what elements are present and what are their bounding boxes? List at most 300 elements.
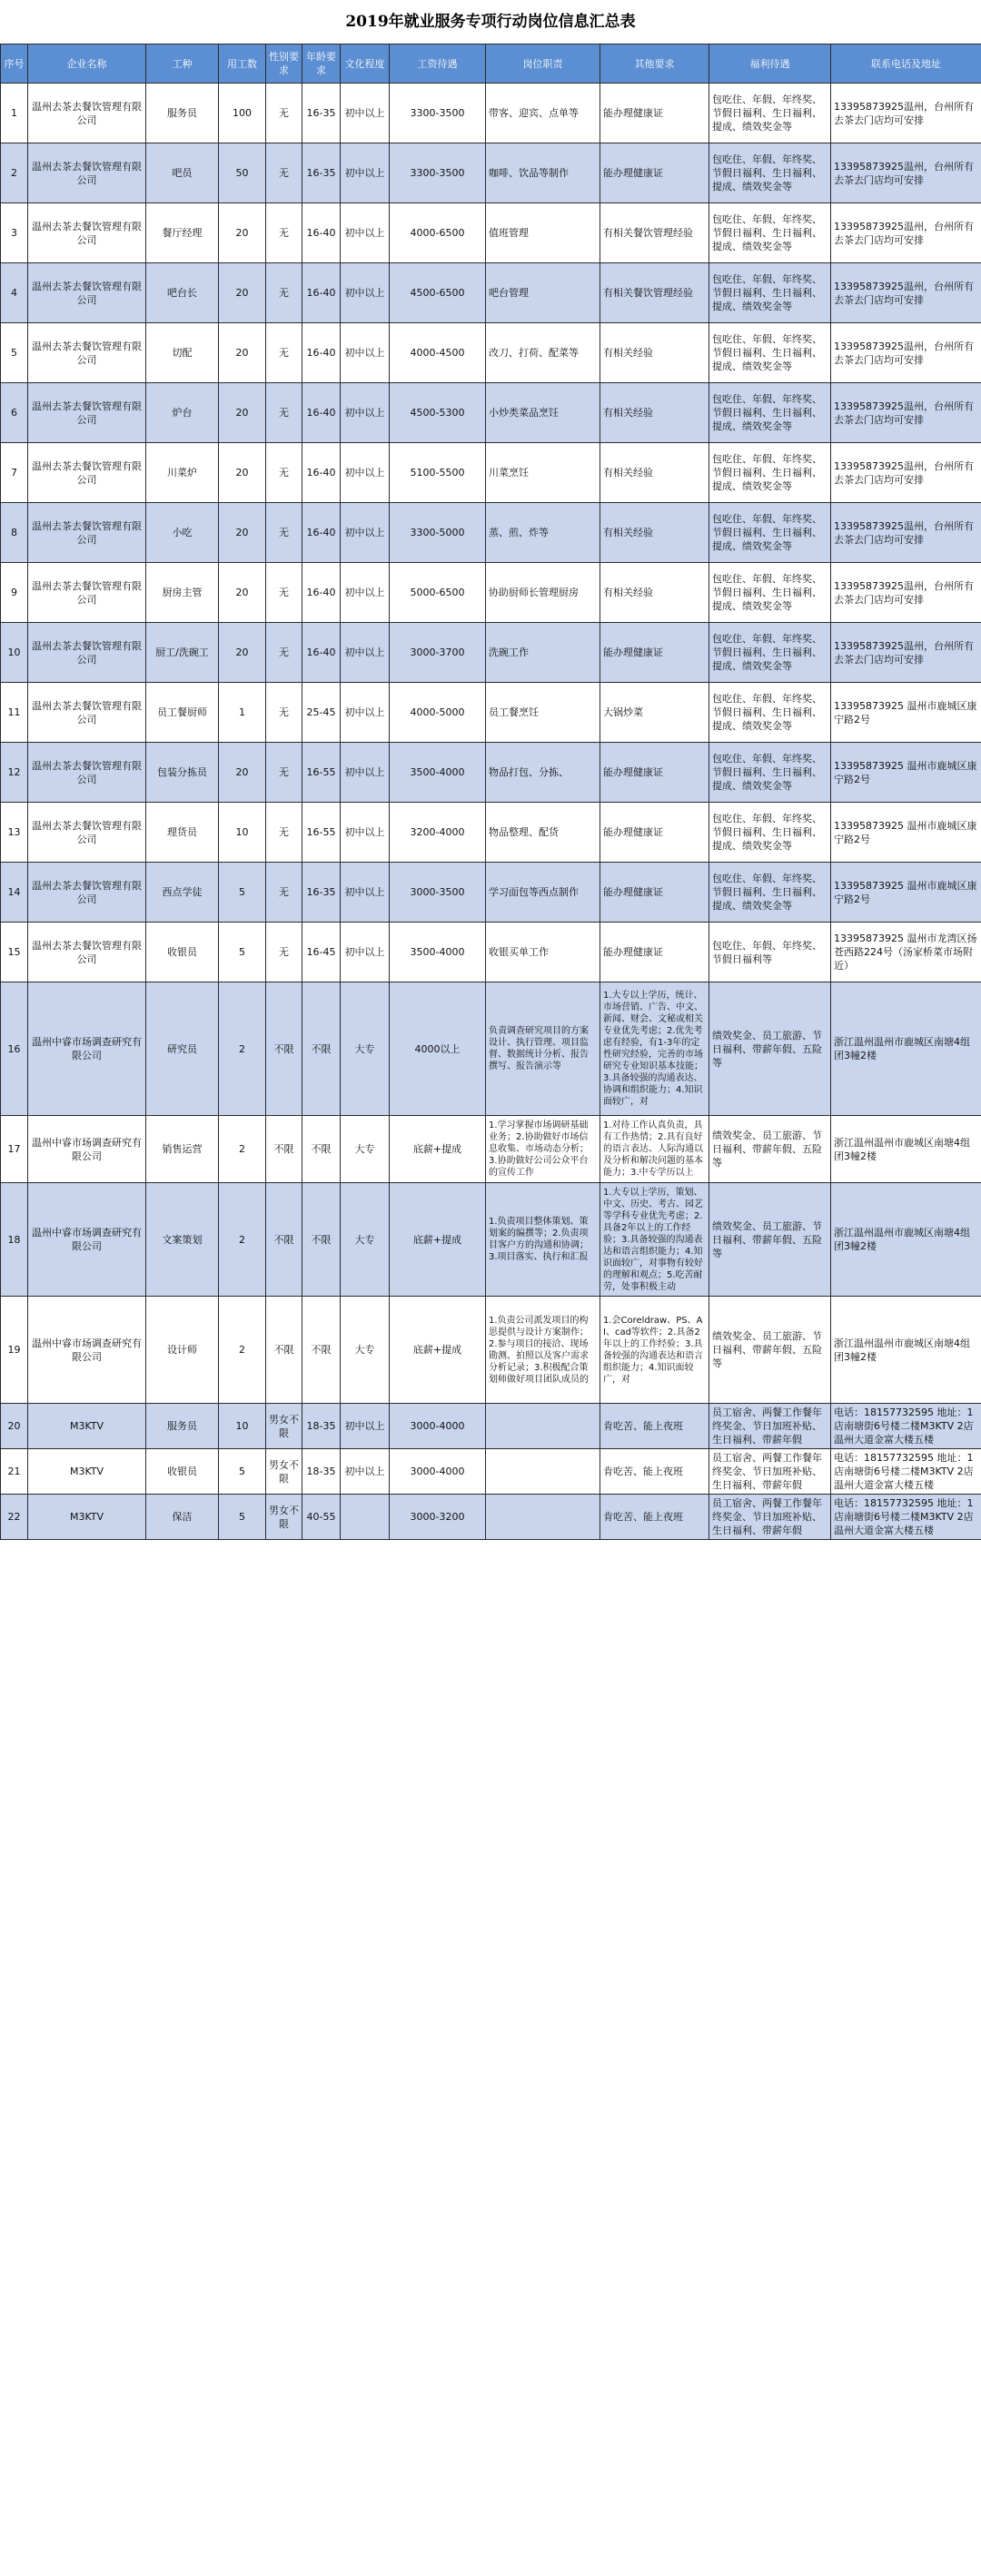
cell-welfare: 包吃住、年假、年终奖、节假日福利、生日福利、提成、绩效奖金等 — [709, 84, 831, 143]
table-row — [1, 203, 981, 263]
cell-other: 1.会Coreldraw、PS、AI、cad等软件；2.具备2年以上的工作经验；3.具备较强的沟通表达和语言组织能力；4.知识面较广，对 — [600, 1297, 709, 1404]
cell-salary: 4500-6500 — [390, 263, 486, 323]
cell-duty: 1.学习掌握市场调研基础业务；2.协助做好市场信息收集、市场动态分析；3.协助做好公司公众平台的宣传工作 — [486, 1116, 600, 1183]
cell-count: 20 — [219, 503, 266, 563]
cell-welfare: 绩效奖金、员工旅游、节日福利、带薪年假、五险等 — [709, 1116, 831, 1183]
column-header-other: 其他要求 — [600, 44, 709, 84]
cell-company: M3KTV — [28, 1404, 146, 1449]
cell-contact: 电话：18157732595 地址：1店南塘街6号楼二楼M3KTV 2店温州大道金富大楼五楼 — [831, 1404, 981, 1449]
cell-company: 温州去茶去餐饮管理有限公司 — [28, 623, 146, 683]
table-row — [1, 383, 981, 443]
cell-company: M3KTV — [28, 1449, 146, 1495]
cell-salary: 4000-5000 — [390, 683, 486, 743]
page-title: 2019年就业服务专项行动岗位信息汇总表 — [345, 13, 636, 31]
cell-contact: 浙江温州温州市鹿城区南塘4组团3幢2楼 — [831, 1297, 981, 1404]
cell-welfare: 包吃住、年假、年终奖、节假日福利、生日福利、提成、绩效奖金等 — [709, 863, 831, 923]
cell-job: 保洁 — [146, 1495, 219, 1540]
cell-salary: 3300-3500 — [390, 84, 486, 143]
cell-other: 能办理健康证 — [600, 84, 709, 143]
cell-contact: 电话：18157732595 地址：1店南塘街6号楼二楼M3KTV 2店温州大道金富大楼五楼 — [831, 1449, 981, 1495]
cell-gender: 男女不限 — [266, 1495, 302, 1540]
table-row — [1, 503, 981, 563]
cell-welfare: 员工宿舍、两餐工作餐年终奖金、节日加班补贴、生日福利、带薪年假 — [709, 1495, 831, 1540]
cell-age: 16-35 — [302, 143, 341, 203]
cell-welfare: 包吃住、年假、年终奖、节假日福利等 — [709, 923, 831, 982]
cell-welfare: 员工宿舍、两餐工作餐年终奖金、节日加班补贴、生日福利、带薪年假 — [709, 1404, 831, 1449]
cell-salary: 5100-5500 — [390, 443, 486, 503]
cell-edu: 初中以上 — [341, 1449, 390, 1495]
cell-count: 20 — [219, 323, 266, 383]
cell-gender: 无 — [266, 143, 302, 203]
cell-no: 1 — [1, 84, 28, 143]
cell-edu: 初中以上 — [341, 623, 390, 683]
table-row — [1, 863, 981, 923]
cell-other: 能办理健康证 — [600, 863, 709, 923]
cell-gender: 男女不限 — [266, 1404, 302, 1449]
column-header-salary: 工资待遇 — [390, 44, 486, 84]
table-header — [1, 44, 981, 84]
cell-count: 50 — [219, 143, 266, 203]
header-row — [1, 44, 981, 84]
cell-duty: 川菜烹饪 — [486, 443, 600, 503]
cell-age: 16-40 — [302, 563, 341, 623]
cell-job: 收银员 — [146, 923, 219, 982]
cell-contact: 13395873925温州，台州所有去茶去门店均可安排 — [831, 263, 981, 323]
cell-other: 1.大专以上学历，统计、市场营销、广告、中文、新闻、财会、文秘或相关专业优先考虑；2.优先考虑有经验，有1-3年的定性研究经验，完善的市场研究专业知识基本技能；3.具备较强的沟通表达、协调和组织能力；4.知识面较广，对 — [600, 982, 709, 1116]
cell-edu: 初中以上 — [341, 683, 390, 743]
table-row — [1, 1183, 981, 1297]
cell-salary: 4000以上 — [390, 982, 486, 1116]
column-header-contact: 联系电话及地址 — [831, 44, 981, 84]
cell-duty: 小炒类菜品烹饪 — [486, 383, 600, 443]
cell-edu: 大专 — [341, 1116, 390, 1183]
cell-contact: 13395873925温州，台州所有去茶去门店均可安排 — [831, 203, 981, 263]
cell-edu: 初中以上 — [341, 443, 390, 503]
cell-contact: 浙江温州温州市鹿城区南塘4组团3幢2楼 — [831, 1116, 981, 1183]
cell-edu: 初中以上 — [341, 923, 390, 982]
cell-other: 有相关经验 — [600, 563, 709, 623]
cell-welfare: 包吃住、年假、年终奖、节假日福利、生日福利、提成、绩效奖金等 — [709, 203, 831, 263]
column-header-no: 序号 — [1, 44, 28, 84]
cell-count: 2 — [219, 1297, 266, 1404]
cell-count: 2 — [219, 1183, 266, 1297]
table-row — [1, 1116, 981, 1183]
cell-salary: 3300-3500 — [390, 143, 486, 203]
cell-welfare: 包吃住、年假、年终奖、节假日福利、生日福利、提成、绩效奖金等 — [709, 683, 831, 743]
table-row — [1, 743, 981, 803]
cell-edu: 初中以上 — [341, 383, 390, 443]
table-row — [1, 1404, 981, 1449]
cell-job: 小吃 — [146, 503, 219, 563]
cell-count: 5 — [219, 863, 266, 923]
cell-count: 20 — [219, 443, 266, 503]
table-row — [1, 143, 981, 203]
cell-count: 5 — [219, 923, 266, 982]
cell-age: 16-35 — [302, 863, 341, 923]
cell-duty: 改刀、打荷、配菜等 — [486, 323, 600, 383]
table-body — [1, 84, 981, 1540]
cell-welfare: 包吃住、年假、年终奖、节假日福利、生日福利、提成、绩效奖金等 — [709, 383, 831, 443]
cell-count: 20 — [219, 263, 266, 323]
cell-duty: 1.负责项目整体策划、策划案的编撰等；2.负责项目客户方的沟通和协调；3.项目落实、执行和汇报 — [486, 1183, 600, 1297]
cell-count: 5 — [219, 1449, 266, 1495]
cell-gender: 无 — [266, 683, 302, 743]
table-row — [1, 623, 981, 683]
table-row — [1, 1495, 981, 1540]
cell-welfare: 包吃住、年假、年终奖、节假日福利、生日福利、提成、绩效奖金等 — [709, 803, 831, 863]
cell-gender: 无 — [266, 263, 302, 323]
cell-contact: 13395873925 温州市鹿城区康宁路2号 — [831, 743, 981, 803]
cell-age: 16-40 — [302, 263, 341, 323]
cell-salary: 5000-6500 — [390, 563, 486, 623]
cell-age: 16-40 — [302, 503, 341, 563]
cell-contact: 13395873925温州，台州所有去茶去门店均可安排 — [831, 503, 981, 563]
cell-no: 6 — [1, 383, 28, 443]
cell-duty: 负责调查研究项目的方案设计、执行管理、项目监督、数据统计分析、报告撰写、报告演示等 — [486, 982, 600, 1116]
cell-company: 温州去茶去餐饮管理有限公司 — [28, 323, 146, 383]
cell-contact: 13395873925 温州市鹿城区康宁路2号 — [831, 683, 981, 743]
cell-other: 有相关经验 — [600, 443, 709, 503]
table-row — [1, 84, 981, 143]
cell-no: 13 — [1, 803, 28, 863]
cell-company: 温州中睿市场调查研究有限公司 — [28, 1297, 146, 1404]
cell-edu: 初中以上 — [341, 563, 390, 623]
cell-other: 有相关餐饮管理经验 — [600, 203, 709, 263]
cell-company: 温州去茶去餐饮管理有限公司 — [28, 503, 146, 563]
cell-company: 温州中睿市场调查研究有限公司 — [28, 1183, 146, 1297]
cell-job: 研究员 — [146, 982, 219, 1116]
cell-salary: 3000-3200 — [390, 1495, 486, 1540]
cell-no: 2 — [1, 143, 28, 203]
cell-gender: 无 — [266, 623, 302, 683]
cell-company: 温州去茶去餐饮管理有限公司 — [28, 683, 146, 743]
cell-gender: 无 — [266, 563, 302, 623]
cell-company: 温州去茶去餐饮管理有限公司 — [28, 443, 146, 503]
cell-job: 收银员 — [146, 1449, 219, 1495]
cell-age: 不限 — [302, 1183, 341, 1297]
cell-no: 14 — [1, 863, 28, 923]
cell-edu: 初中以上 — [341, 1404, 390, 1449]
cell-job: 理货员 — [146, 803, 219, 863]
cell-contact: 13395873925温州，台州所有去茶去门店均可安排 — [831, 443, 981, 503]
table-row — [1, 1297, 981, 1404]
cell-age: 18-35 — [302, 1449, 341, 1495]
cell-duty: 物品整理、配货 — [486, 803, 600, 863]
cell-no: 8 — [1, 503, 28, 563]
cell-job: 厨工/洗碗工 — [146, 623, 219, 683]
cell-edu — [341, 1495, 390, 1540]
cell-no: 17 — [1, 1116, 28, 1183]
cell-edu: 大专 — [341, 982, 390, 1116]
cell-age: 40-55 — [302, 1495, 341, 1540]
cell-job: 吧台长 — [146, 263, 219, 323]
cell-gender: 无 — [266, 503, 302, 563]
cell-job: 厨房主管 — [146, 563, 219, 623]
cell-welfare: 员工宿舍、两餐工作餐年终奖金、节日加班补贴、生日福利、带薪年假 — [709, 1449, 831, 1495]
cell-welfare: 绩效奖金、员工旅游、节日福利、带薪年假、五险等 — [709, 1183, 831, 1297]
cell-company: 温州去茶去餐饮管理有限公司 — [28, 143, 146, 203]
cell-no: 9 — [1, 563, 28, 623]
table-row — [1, 1449, 981, 1495]
cell-other: 大锅炒菜 — [600, 683, 709, 743]
cell-company: 温州去茶去餐饮管理有限公司 — [28, 84, 146, 143]
column-header-welfare: 福利待遇 — [709, 44, 831, 84]
cell-edu: 大专 — [341, 1183, 390, 1297]
cell-job: 文案策划 — [146, 1183, 219, 1297]
cell-duty: 学习面包等西点制作 — [486, 863, 600, 923]
cell-salary: 底薪+提成 — [390, 1116, 486, 1183]
cell-job: 设计师 — [146, 1297, 219, 1404]
cell-duty: 蒸、煎、炸等 — [486, 503, 600, 563]
cell-other: 有相关餐饮管理经验 — [600, 263, 709, 323]
cell-no: 19 — [1, 1297, 28, 1404]
cell-welfare: 包吃住、年假、年终奖、节假日福利、生日福利、提成、绩效奖金等 — [709, 563, 831, 623]
cell-contact: 电话：18157732595 地址：1店南塘街6号楼二楼M3KTV 2店温州大道金富大楼五楼 — [831, 1495, 981, 1540]
cell-company: 温州中睿市场调查研究有限公司 — [28, 1116, 146, 1183]
cell-edu: 初中以上 — [341, 863, 390, 923]
cell-job: 服务员 — [146, 1404, 219, 1449]
cell-company: 温州去茶去餐饮管理有限公司 — [28, 383, 146, 443]
cell-count: 1 — [219, 683, 266, 743]
cell-company: M3KTV — [28, 1495, 146, 1540]
cell-job: 吧员 — [146, 143, 219, 203]
cell-job: 包装分拣员 — [146, 743, 219, 803]
cell-duty: 吧台管理 — [486, 263, 600, 323]
cell-age: 16-40 — [302, 203, 341, 263]
cell-age: 18-35 — [302, 1404, 341, 1449]
cell-other: 有相关经验 — [600, 383, 709, 443]
cell-contact: 13395873925温州，台州所有去茶去门店均可安排 — [831, 563, 981, 623]
cell-no: 18 — [1, 1183, 28, 1297]
table-row — [1, 563, 981, 623]
cell-gender: 无 — [266, 863, 302, 923]
cell-edu: 初中以上 — [341, 323, 390, 383]
cell-welfare: 包吃住、年假、年终奖、节假日福利、生日福利、提成、绩效奖金等 — [709, 503, 831, 563]
cell-no: 4 — [1, 263, 28, 323]
cell-edu: 初中以上 — [341, 263, 390, 323]
cell-no: 12 — [1, 743, 28, 803]
cell-other: 肯吃苦、能上夜班 — [600, 1404, 709, 1449]
cell-duty: 洗碗工作 — [486, 623, 600, 683]
cell-other: 肯吃苦、能上夜班 — [600, 1449, 709, 1495]
cell-salary: 4500-5300 — [390, 383, 486, 443]
cell-duty: 收银买单工作 — [486, 923, 600, 982]
cell-salary: 3300-5000 — [390, 503, 486, 563]
cell-age: 16-55 — [302, 743, 341, 803]
cell-job: 西点学徒 — [146, 863, 219, 923]
cell-no: 11 — [1, 683, 28, 743]
cell-company: 温州去茶去餐饮管理有限公司 — [28, 203, 146, 263]
cell-contact: 浙江温州温州市鹿城区南塘4组团3幢2楼 — [831, 1183, 981, 1297]
cell-contact: 13395873925温州，台州所有去茶去门店均可安排 — [831, 323, 981, 383]
cell-salary: 4000-6500 — [390, 203, 486, 263]
cell-no: 5 — [1, 323, 28, 383]
cell-duty — [486, 1449, 600, 1495]
cell-other: 有相关经验 — [600, 503, 709, 563]
cell-welfare: 包吃住、年假、年终奖、节假日福利、生日福利、提成、绩效奖金等 — [709, 743, 831, 803]
cell-gender: 无 — [266, 743, 302, 803]
column-header-job: 工种 — [146, 44, 219, 84]
column-header-duty: 岗位职责 — [486, 44, 600, 84]
cell-count: 10 — [219, 803, 266, 863]
cell-job: 川菜炉 — [146, 443, 219, 503]
cell-other: 肯吃苦、能上夜班 — [600, 1495, 709, 1540]
cell-other: 能办理健康证 — [600, 803, 709, 863]
cell-contact: 13395873925 温州市鹿城区康宁路2号 — [831, 803, 981, 863]
column-header-count: 用工数 — [219, 44, 266, 84]
cell-gender: 男女不限 — [266, 1449, 302, 1495]
cell-gender: 无 — [266, 443, 302, 503]
cell-no: 10 — [1, 623, 28, 683]
cell-company: 温州中睿市场调查研究有限公司 — [28, 982, 146, 1116]
cell-count: 20 — [219, 383, 266, 443]
cell-no: 7 — [1, 443, 28, 503]
cell-no: 15 — [1, 923, 28, 982]
cell-edu: 初中以上 — [341, 803, 390, 863]
cell-duty: 咖啡、饮品等制作 — [486, 143, 600, 203]
cell-gender: 不限 — [266, 982, 302, 1116]
cell-other: 1.对待工作认真负责，具有工作热情；2.具有良好的语言表达、人际沟通以及分析和解决问题的基本能力；3.中专学历以上 — [600, 1116, 709, 1183]
cell-gender: 不限 — [266, 1116, 302, 1183]
cell-other: 1.大专以上学历，策划、中文、历史、考古、园艺等学科专业优先考虑；2.具备2年以上的工作经验；3.具备较强的沟通表达和语言组织能力；4.知识面较广，对事物有较好的理解和观点；5.吃苦耐劳，处事积极主动 — [600, 1183, 709, 1297]
job-info-table — [0, 44, 981, 1540]
cell-age: 16-40 — [302, 443, 341, 503]
cell-gender: 无 — [266, 84, 302, 143]
cell-edu: 初中以上 — [341, 84, 390, 143]
cell-duty: 带客、迎宾、点单等 — [486, 84, 600, 143]
cell-gender: 无 — [266, 803, 302, 863]
cell-no: 21 — [1, 1449, 28, 1495]
cell-job: 销售运营 — [146, 1116, 219, 1183]
cell-count: 10 — [219, 1404, 266, 1449]
cell-edu: 初中以上 — [341, 503, 390, 563]
cell-gender: 无 — [266, 203, 302, 263]
cell-job: 服务员 — [146, 84, 219, 143]
cell-duty — [486, 1404, 600, 1449]
cell-welfare: 包吃住、年假、年终奖、节假日福利、生日福利、提成、绩效奖金等 — [709, 143, 831, 203]
cell-contact: 浙江温州温州市鹿城区南塘4组团3幢2楼 — [831, 982, 981, 1116]
cell-salary: 3500-4000 — [390, 923, 486, 982]
cell-age: 16-40 — [302, 383, 341, 443]
cell-other: 能办理健康证 — [600, 743, 709, 803]
table-row — [1, 263, 981, 323]
cell-gender: 不限 — [266, 1183, 302, 1297]
cell-welfare: 包吃住、年假、年终奖、节假日福利、生日福利、提成、绩效奖金等 — [709, 323, 831, 383]
cell-salary: 4000-4500 — [390, 323, 486, 383]
cell-job: 炉台 — [146, 383, 219, 443]
cell-job: 餐厅经理 — [146, 203, 219, 263]
cell-duty: 协助厨师长管理厨房 — [486, 563, 600, 623]
cell-salary: 3000-3500 — [390, 863, 486, 923]
column-header-company: 企业名称 — [28, 44, 146, 84]
cell-count: 20 — [219, 623, 266, 683]
cell-salary: 底薪+提成 — [390, 1297, 486, 1404]
cell-salary: 3000-4000 — [390, 1449, 486, 1495]
cell-salary: 3200-4000 — [390, 803, 486, 863]
cell-contact: 13395873925温州，台州所有去茶去门店均可安排 — [831, 84, 981, 143]
cell-edu: 初中以上 — [341, 203, 390, 263]
cell-age: 16-45 — [302, 923, 341, 982]
cell-welfare: 包吃住、年假、年终奖、节假日福利、生日福利、提成、绩效奖金等 — [709, 443, 831, 503]
column-header-gender: 性别要求 — [266, 44, 302, 84]
cell-welfare: 绩效奖金、员工旅游、节日福利、带薪年假、五险等 — [709, 982, 831, 1116]
cell-other: 能办理健康证 — [600, 923, 709, 982]
table-row — [1, 803, 981, 863]
cell-age: 16-40 — [302, 623, 341, 683]
cell-salary: 3000-4000 — [390, 1404, 486, 1449]
cell-age: 16-35 — [302, 84, 341, 143]
cell-age: 16-55 — [302, 803, 341, 863]
cell-job: 切配 — [146, 323, 219, 383]
column-header-age: 年龄要求 — [302, 44, 341, 84]
cell-gender: 不限 — [266, 1297, 302, 1404]
cell-count: 2 — [219, 1116, 266, 1183]
cell-duty: 1.负责公司派发项目的构思提供与设计方案制作；2.参与项目的接洽、现场勘测、拍照以及客户需求分析记录；3.积极配合策划师做好项目团队成员的 — [486, 1297, 600, 1404]
cell-age: 不限 — [302, 1297, 341, 1404]
cell-gender: 无 — [266, 923, 302, 982]
cell-company: 温州去茶去餐饮管理有限公司 — [28, 863, 146, 923]
cell-age: 16-40 — [302, 323, 341, 383]
cell-edu: 初中以上 — [341, 143, 390, 203]
cell-other: 能办理健康证 — [600, 143, 709, 203]
cell-salary: 3000-3700 — [390, 623, 486, 683]
cell-no: 16 — [1, 982, 28, 1116]
cell-duty — [486, 1495, 600, 1540]
table-row — [1, 982, 981, 1116]
cell-job: 员工餐厨师 — [146, 683, 219, 743]
cell-count: 100 — [219, 84, 266, 143]
cell-company: 温州去茶去餐饮管理有限公司 — [28, 563, 146, 623]
cell-no: 22 — [1, 1495, 28, 1540]
cell-duty: 员工餐烹饪 — [486, 683, 600, 743]
cell-count: 5 — [219, 1495, 266, 1540]
cell-no: 3 — [1, 203, 28, 263]
cell-company: 温州去茶去餐饮管理有限公司 — [28, 923, 146, 982]
column-header-edu: 文化程度 — [341, 44, 390, 84]
cell-age: 不限 — [302, 982, 341, 1116]
cell-gender: 无 — [266, 383, 302, 443]
cell-count: 20 — [219, 743, 266, 803]
cell-edu: 大专 — [341, 1297, 390, 1404]
table-row — [1, 323, 981, 383]
cell-contact: 13395873925温州，台州所有去茶去门店均可安排 — [831, 143, 981, 203]
cell-duty: 值班管理 — [486, 203, 600, 263]
cell-company: 温州去茶去餐饮管理有限公司 — [28, 803, 146, 863]
cell-count: 20 — [219, 203, 266, 263]
cell-count: 2 — [219, 982, 266, 1116]
cell-gender: 无 — [266, 323, 302, 383]
table-row — [1, 923, 981, 982]
cell-company: 温州去茶去餐饮管理有限公司 — [28, 263, 146, 323]
cell-no: 20 — [1, 1404, 28, 1449]
cell-age: 不限 — [302, 1116, 341, 1183]
cell-other: 能办理健康证 — [600, 623, 709, 683]
cell-contact: 13395873925 温州市龙湾区扬苍西路224号（汤家桥菜市场附近） — [831, 923, 981, 982]
cell-contact: 13395873925温州，台州所有去茶去门店均可安排 — [831, 383, 981, 443]
cell-other: 有相关经验 — [600, 323, 709, 383]
cell-welfare: 绩效奖金、员工旅游、节日福利、带薪年假、五险等 — [709, 1297, 831, 1404]
table-row — [1, 683, 981, 743]
cell-duty: 物品打包、分拣、 — [486, 743, 600, 803]
cell-salary: 3500-4000 — [390, 743, 486, 803]
cell-company: 温州去茶去餐饮管理有限公司 — [28, 743, 146, 803]
cell-count: 20 — [219, 563, 266, 623]
cell-welfare: 包吃住、年假、年终奖、节假日福利、生日福利、提成、绩效奖金等 — [709, 263, 831, 323]
cell-welfare: 包吃住、年假、年终奖、节假日福利、生日福利、提成、绩效奖金等 — [709, 623, 831, 683]
cell-edu: 初中以上 — [341, 743, 390, 803]
table-row — [1, 443, 981, 503]
cell-contact: 13395873925 温州市鹿城区康宁路2号 — [831, 863, 981, 923]
